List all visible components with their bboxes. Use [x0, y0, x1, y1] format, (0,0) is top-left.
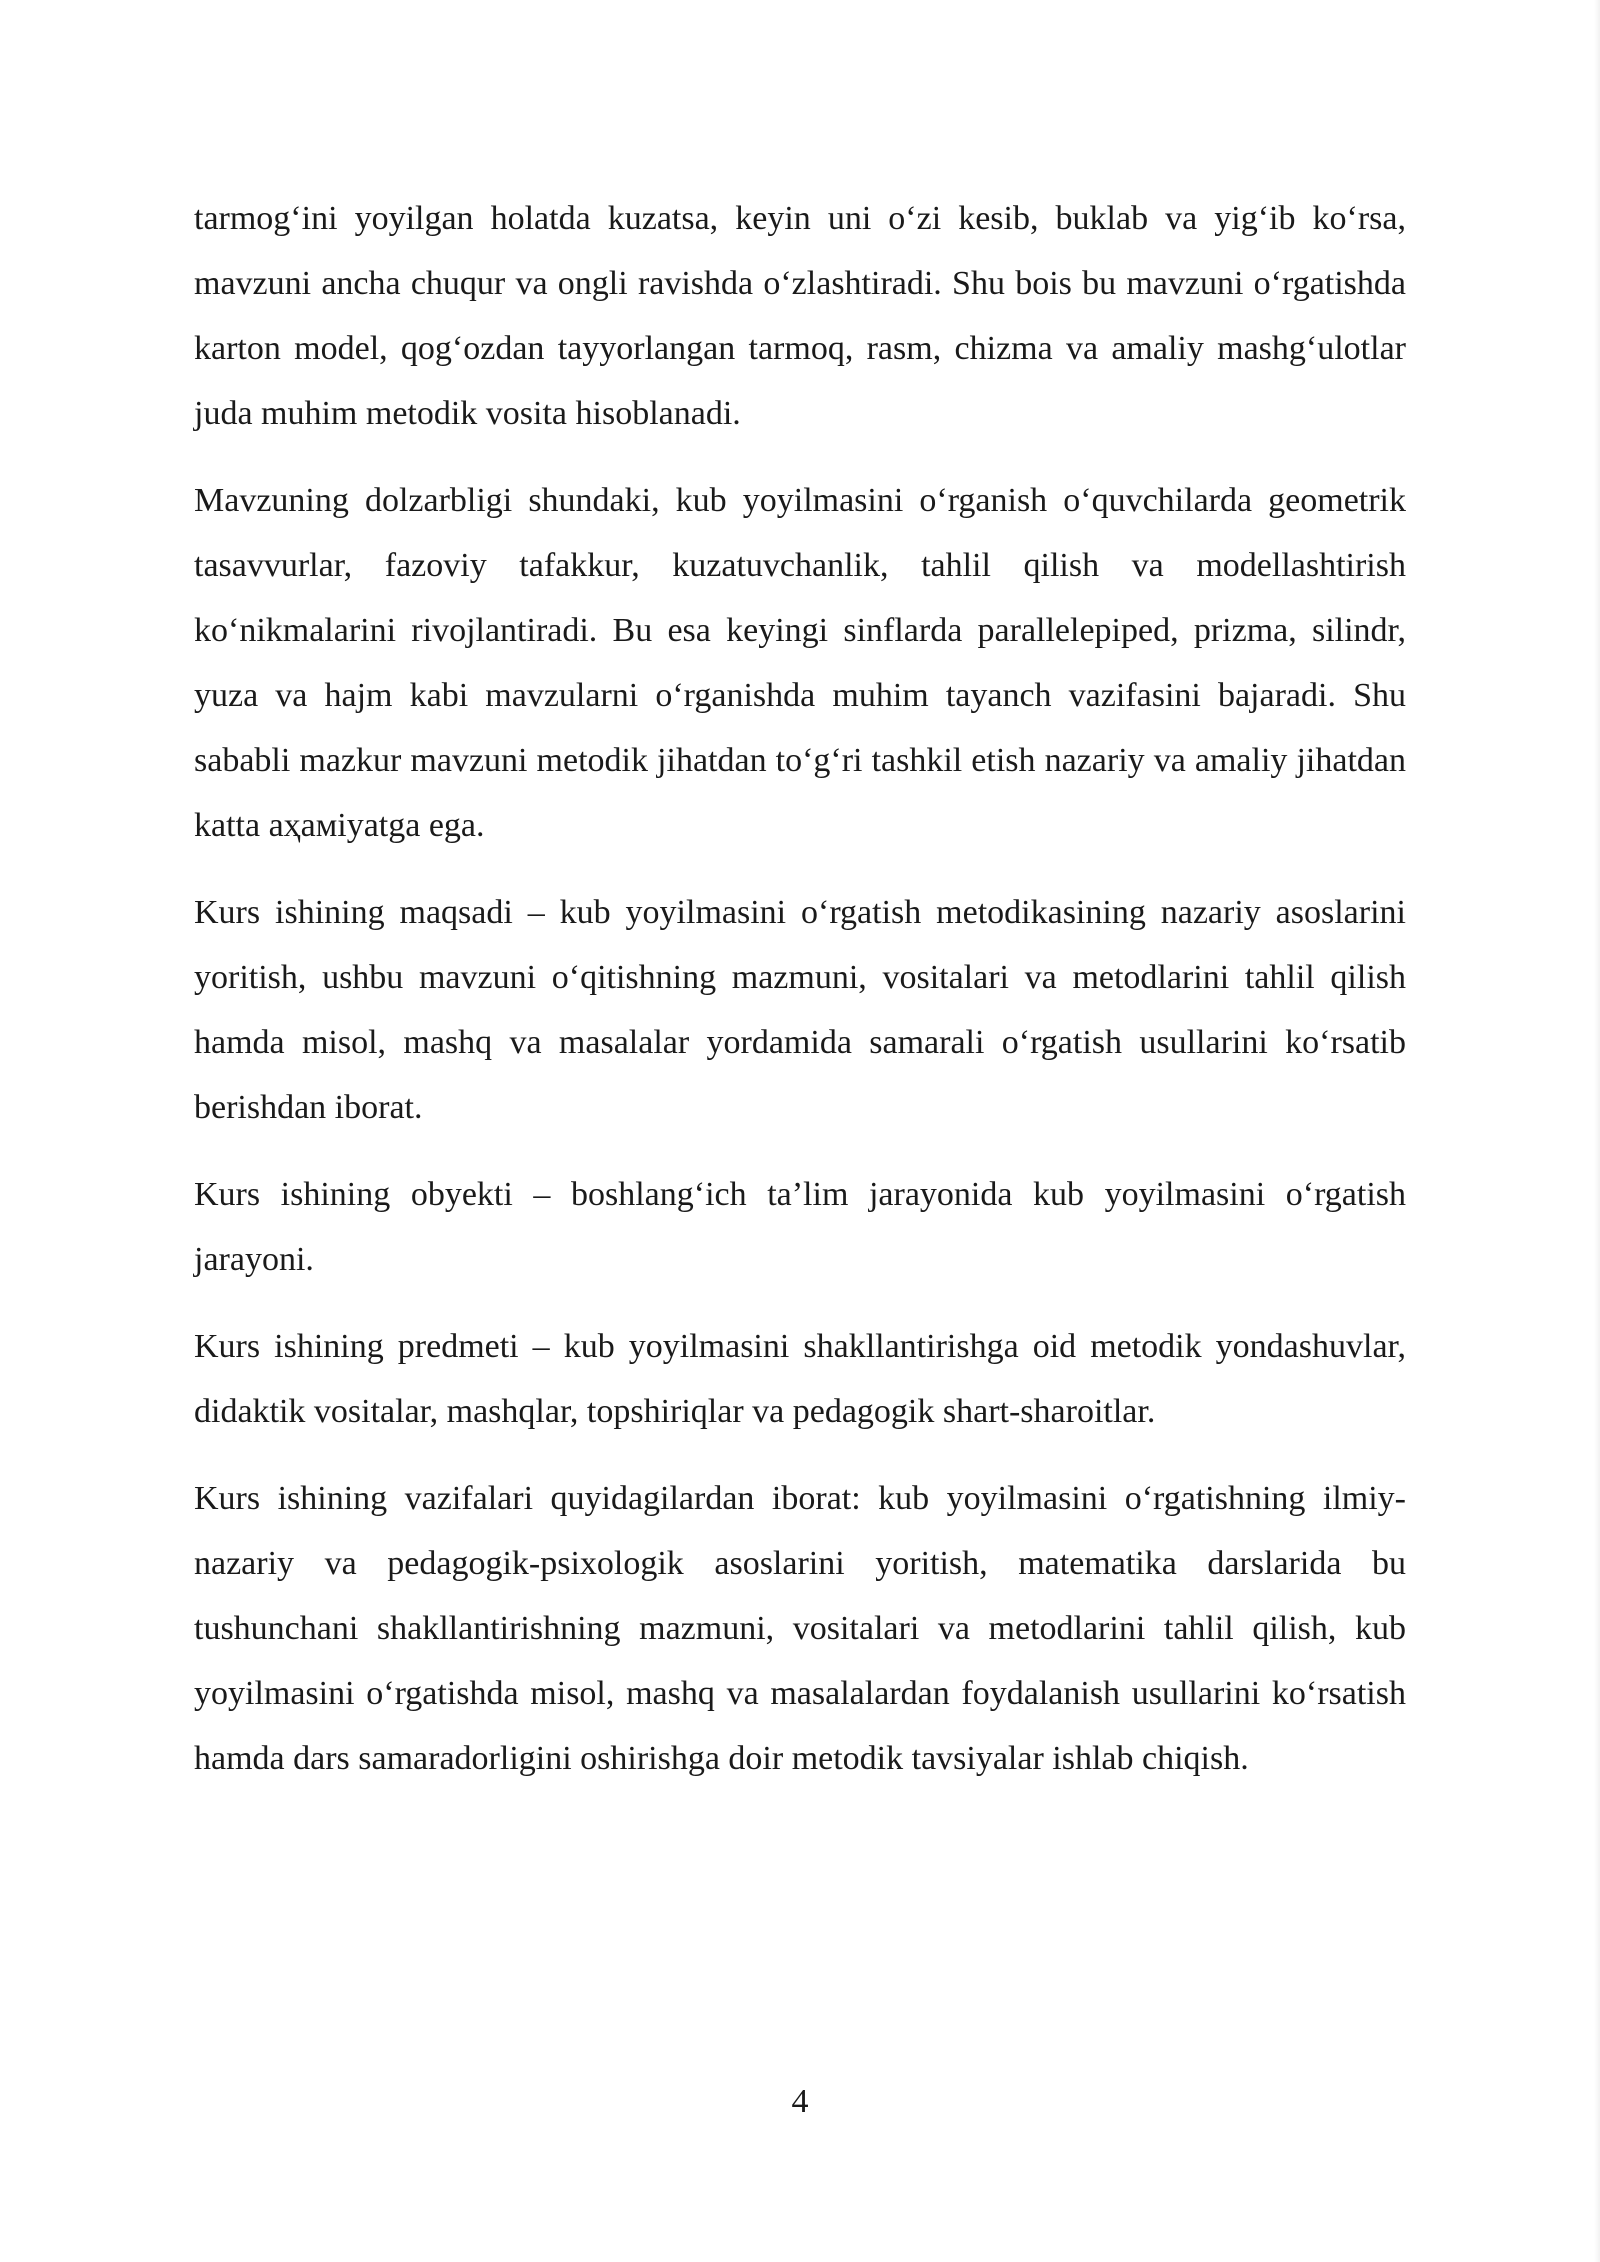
paragraph-object: Kurs ishining obyekti – boshlang‘ich ta’lim jarayonida kub yoyilmasini o‘rgatish jarayoni.	[194, 1176, 1406, 1278]
paragraph-tasks: Kurs ishining vazifalari quyidagilardan iborat: kub yoyilmasini o‘rgatishning ilmiy-nazariy va pedagogik-psixologik asoslarini yoritish, matematika darslarida bu tushunchani shakllantirishning mazmuni, vositalari va metodlarini tahlil qilish, kub yoyilmasini o‘rgatishda misol, mashq va masalalardan foydalanish usullarini ko‘rsatish hamda dars samaradorligini oshirishga doir metodik tavsiyalar ishlab chiqish.	[194, 1480, 1406, 1777]
page-number: 4	[791, 2083, 809, 2120]
paragraph-subject: Kurs ishining predmeti – kub yoyilmasini shakllantirishga oid metodik yondashuvlar, didaktik vositalar, mashqlar, topshiriqlar va pedagogik shart-sharoitlar.	[194, 1328, 1406, 1430]
paragraph-goal: Kurs ishining maqsadi – kub yoyilmasini o‘rgatish metodikasining nazariy asoslarini yoritish, ushbu mavzuni o‘qitishning mazmuni, vositalari va metodlarini tahlil qilish hamda misol, mashq va masalalar yordamida samarali o‘rgatish usullarini ko‘rsatib berishdan iborat.	[194, 894, 1406, 1126]
body-text	[194, 186, 1406, 1813]
page-edge-shadow	[1594, 0, 1600, 2262]
paragraph-relevance: Mavzuning dolzarbligi shundaki, kub yoyilmasini o‘rganish o‘quvchilarda geometrik tasavvurlar, fazoviy tafakkur, kuzatuvchanlik, tahlil qilish va modellashtirish ko‘nikmalarini rivojlantiradi. Bu esa keyingi sinflarda parallelepiped, prizma, silindr, yuza va hajm kabi mavzularni o‘rganishda muhim tayanch vazifasini bajaradi. Shu sababli mazkur mavzuni metodik jihatdan to‘g‘ri tashkil etish nazariy va amaliy jihatdan katta aҳамiyatga ega.	[194, 482, 1406, 844]
paragraph-intro-continuation: tarmog‘ini yoyilgan holatda kuzatsa, keyin uni o‘zi kesib, buklab va yig‘ib ko‘rsa, mavzuni ancha chuqur va ongli ravishda o‘zlashtiradi. Shu bois bu mavzuni o‘rgatishda karton model, qog‘ozdan tayyorlangan tarmoq, rasm, chizma va amaliy mashg‘ulotlar juda muhim metodik vosita hisoblanadi.	[194, 200, 1406, 432]
